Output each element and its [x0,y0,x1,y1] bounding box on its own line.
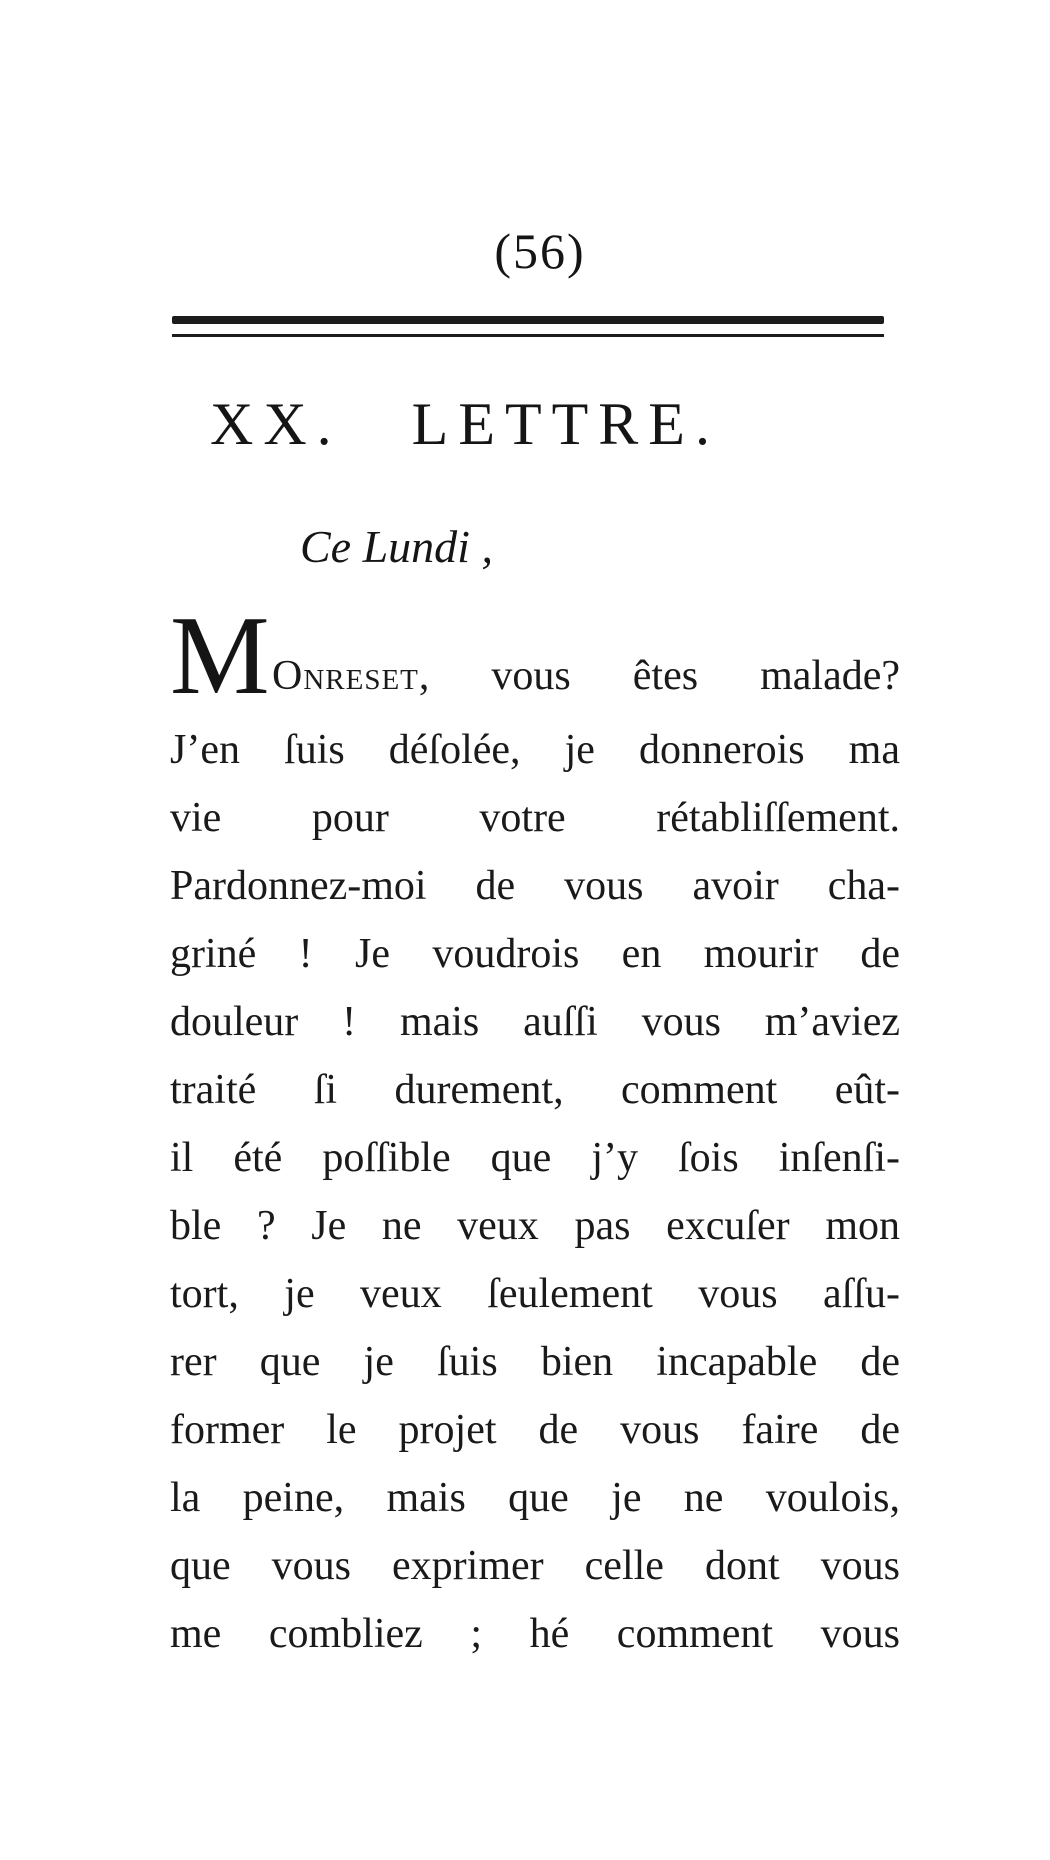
text-line: griné ! Je voudrois en mourir de [170,931,900,977]
text-line: J’en ſuis déſolée, je donnerois ma [170,727,900,773]
header-rule-thick [172,316,884,324]
text-line: Pardonnez-moi de vous avoir cha- [170,863,900,909]
text-line: vie pour votre rétabliſſement. [170,795,900,841]
text-line: former le projet de vous faire de [170,1407,900,1453]
text-line: la peine, mais que je ne voulois, [170,1475,900,1521]
dateline: Ce Lundi , [300,521,493,572]
text-line: que vous exprimer celle dont vous [170,1543,900,1589]
text-line: me combliez ; hé comment vous [170,1611,900,1657]
text-line: traité ſi durement, comment eût- [170,1067,900,1113]
text-line: ble ? Je ne veux pas excuſer mon [170,1203,900,1249]
letter-number: XX. [210,391,342,457]
first-line-text [272,652,900,700]
first-line-rest: , vous êtes malade? [418,653,900,699]
text-line: tort, je veux ſeulement vous aſſu- [170,1271,900,1317]
letter-title: LETTRE. [411,391,720,457]
letter-heading [210,390,890,459]
first-line [170,594,900,720]
first-word-smallcaps: Onreset [272,653,419,699]
header-rule-thin [172,334,884,337]
text-line: douleur ! mais auſſi vous m’aviez [170,999,900,1045]
text-line: il été poſſible que j’y ſois inſenſi- [170,1135,900,1181]
text-line: rer que je ſuis bien incapable de [170,1339,900,1385]
page-number: (56) [494,223,586,279]
drop-cap: M [170,594,270,718]
